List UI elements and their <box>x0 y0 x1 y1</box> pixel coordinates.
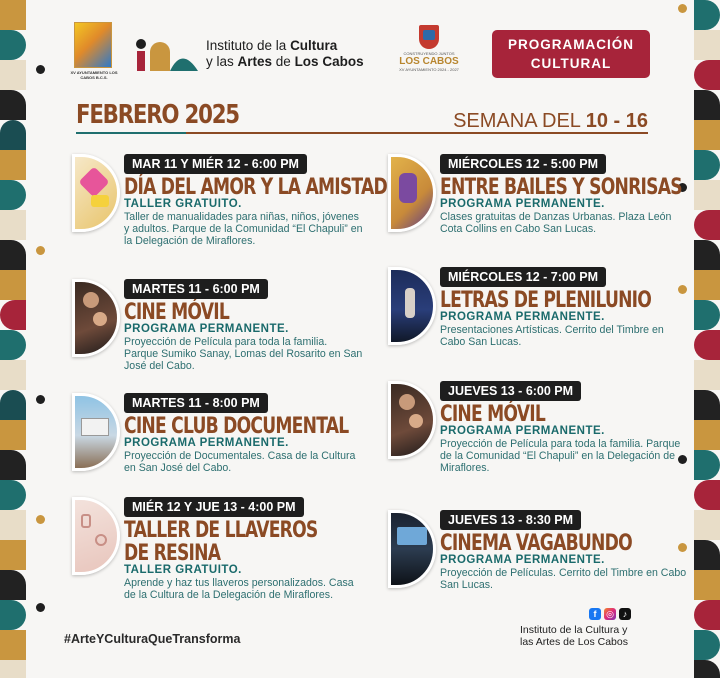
event-title: TALLER DE LLAVEROS <box>124 518 318 543</box>
event-description: Taller de manualidades para niñas, niños, jóvenes y adultos. Parque de la Comunidad “El Chapuli” en la Delegación de Miraflores. <box>124 211 363 247</box>
event-title: CINE CLUB DOCUMENTAL <box>124 414 349 439</box>
event-title: ENTRE BAILES Y SONRISAS <box>440 175 682 200</box>
institute-logo-icon <box>134 38 200 72</box>
cabildo-caption: XV AYUNTAMIENTO LOS CABOS B.C.S. <box>70 70 118 80</box>
event-tag: PROGRAMA PERMANENTE. <box>440 311 605 323</box>
event-time: MIÉRCOLES 12 - 7:00 PM <box>440 267 606 287</box>
event-description: Aprende y haz tus llaveros personalizados. Casa de la Cultura de la Delegación de Miraflores. <box>124 577 354 601</box>
cabildo-logo <box>74 22 112 68</box>
event-thumbnail <box>72 497 120 575</box>
event-thumbnail <box>72 154 120 232</box>
event-time: MIÉRCOLES 12 - 5:00 PM <box>440 154 606 174</box>
event-tag: PROGRAMA PERMANENTE. <box>124 437 289 449</box>
event-title-line2: DE RESINA <box>124 541 221 566</box>
decor-dot <box>36 246 45 255</box>
event-thumbnail <box>388 510 436 588</box>
event-time: MAR 11 Y MIÉR 12 - 6:00 PM <box>124 154 307 174</box>
event-title: LETRAS DE PLENILUNIO <box>440 288 652 313</box>
event-tag: PROGRAMA PERMANENTE. <box>440 425 605 437</box>
event-description: Proyección de Película para toda la familia. Parque Sumiko Sanay, Lomas del Rosarito en San José del Cabo. <box>124 336 363 372</box>
social-icons <box>589 608 631 620</box>
event-tag: TALLER GRATUITO. <box>124 198 242 210</box>
decor-dot <box>36 603 45 612</box>
event-thumbnail <box>72 279 120 357</box>
facebook-icon[interactable]: f <box>589 608 601 620</box>
decor-dot <box>678 4 687 13</box>
decor-dot <box>36 65 45 74</box>
programacion-badge: PROGRAMACIÓN CULTURAL <box>492 30 650 78</box>
institute-title: Instituto de la Cultura y las Artes de Los Cabos <box>206 38 364 69</box>
decor-dot <box>36 395 45 404</box>
event-time: MARTES 11 - 8:00 PM <box>124 393 268 413</box>
event-description: Presentaciones Artísticas. Cerrito del Timbre en Cabo San Lucas. <box>440 324 664 348</box>
event-thumbnail <box>388 154 436 232</box>
month-title: FEBRERO 2025 <box>76 100 239 130</box>
event-thumbnail <box>388 267 436 345</box>
divider <box>76 132 648 134</box>
event-description: Clases gratuitas de Danzas Urbanas. Plaza León Cota Collins en Cabo San Lucas. <box>440 211 672 235</box>
instagram-icon[interactable]: ◎ <box>604 608 616 620</box>
left-decor <box>0 0 26 678</box>
shield-icon <box>419 25 439 49</box>
event-title: CINE MÓVIL <box>440 402 546 427</box>
decor-dot <box>678 285 687 294</box>
decor-dot <box>678 543 687 552</box>
event-tag: TALLER GRATUITO. <box>124 564 242 576</box>
event-thumbnail <box>388 381 436 459</box>
event-time: JUEVES 13 - 8:30 PM <box>440 510 581 530</box>
hashtag: #ArteYCulturaQueTransforma <box>64 632 241 646</box>
tiktok-icon[interactable]: ♪ <box>619 608 631 620</box>
los-cabos-logo: CONSTRUYENDO JUNTOS LOS CABOS XV AYUNTAMIENTO 2024 - 2027 <box>395 25 463 72</box>
week-range: SEMANA DEL 10 - 16 <box>453 110 648 132</box>
event-description: Proyección de Películas. Cerrito del Timbre en Cabo San Lucas. <box>440 567 687 591</box>
event-description: Proyección de Documentales. Casa de la Cultura en San José del Cabo. <box>124 450 356 474</box>
event-tag: PROGRAMA PERMANENTE. <box>124 323 289 335</box>
event-tag: PROGRAMA PERMANENTE. <box>440 198 605 210</box>
decor-dot <box>36 515 45 524</box>
event-title: DÍA DEL AMOR Y LA AMISTAD <box>124 175 387 200</box>
event-time: MARTES 11 - 6:00 PM <box>124 279 268 299</box>
event-time: MIÉR 12 Y JUE 13 - 4:00 PM <box>124 497 304 517</box>
footer-institute: Instituto de la Cultura y las Artes de Los Cabos <box>520 624 628 648</box>
event-time: JUEVES 13 - 6:00 PM <box>440 381 581 401</box>
event-title: CINE MÓVIL <box>124 300 230 325</box>
event-tag: PROGRAMA PERMANENTE. <box>440 554 605 566</box>
event-description: Proyección de Película para toda la familia. Parque de la Comunidad “El Chapuli” en la Delegación de Miraflores. <box>440 438 681 474</box>
right-decor <box>694 0 720 678</box>
event-title: CINEMA VAGABUNDO <box>440 531 632 556</box>
event-thumbnail <box>72 393 120 471</box>
